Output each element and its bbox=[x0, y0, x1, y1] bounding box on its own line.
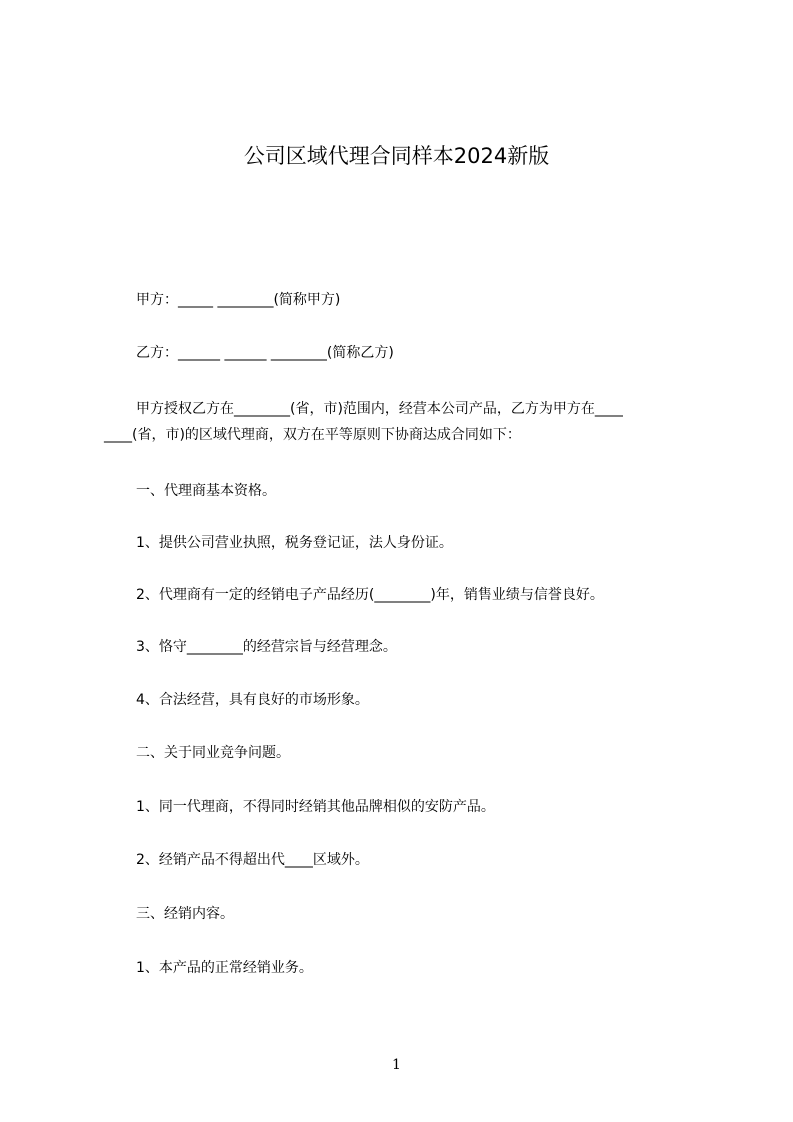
page-number: 1 bbox=[392, 1057, 401, 1073]
party-a-line: 甲方：_____ ________(简称甲方) bbox=[136, 292, 341, 308]
section-1-item-3: 3、恪守________的经营宗旨与经营理念。 bbox=[136, 639, 397, 655]
document-title: 公司区域代理合同样本2024新版 bbox=[243, 144, 550, 168]
section-1-item-2: 2、代理商有一定的经销电子产品经历(________)年，销售业绩与信誉良好。 bbox=[136, 587, 604, 603]
authorization-line-2: ____(省，市)的区域代理商，双方在平等原则下协商达成合同如下： bbox=[104, 427, 521, 443]
section-2-heading: 二、关于同业竞争问题。 bbox=[136, 745, 290, 761]
section-3-heading: 三、经销内容。 bbox=[136, 906, 234, 922]
authorization-paragraph bbox=[104, 396, 706, 448]
section-2-item-1: 1、同一代理商，不得同时经销其他品牌相似的安防产品。 bbox=[136, 799, 495, 815]
party-b-line: 乙方：______ ______ ________(简称乙方) bbox=[136, 345, 394, 361]
section-1-item-4: 4、合法经营，具有良好的市场形象。 bbox=[136, 692, 369, 708]
section-1-heading: 一、代理商基本资格。 bbox=[136, 483, 276, 499]
authorization-line-1: 甲方授权乙方在________(省，市)范围内，经营本公司产品，乙方为甲方在____ bbox=[136, 401, 623, 417]
section-1-item-1: 1、提供公司营业执照，税务登记证，法人身份证。 bbox=[136, 535, 453, 551]
section-3-item-1: 1、本产品的正常经销业务。 bbox=[136, 960, 313, 976]
section-2-item-2: 2、经销产品不得超出代____区域外。 bbox=[136, 852, 369, 868]
